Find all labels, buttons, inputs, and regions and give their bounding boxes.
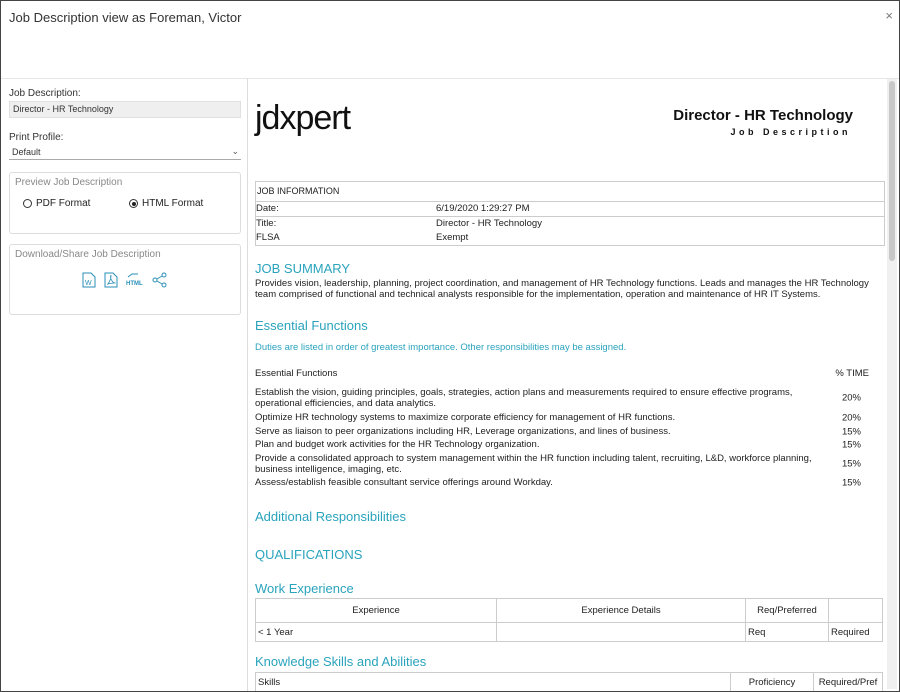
essential-functions-note: Duties are listed in order of greatest importance. Other responsibilities may be assigned. [255, 342, 627, 353]
col-skills: Skills [256, 673, 731, 692]
function-row [255, 426, 861, 437]
pdf-icon[interactable] [104, 272, 118, 288]
cell-req: Req [746, 623, 829, 642]
info-row-title [256, 217, 884, 231]
work-experience-table [255, 598, 883, 642]
info-key: Date: [256, 203, 279, 214]
function-percent: 15% [841, 439, 861, 450]
print-profile-label: Print Profile: [9, 132, 64, 143]
qualifications-heading: QUALIFICATIONS [255, 547, 363, 562]
document-scrollbar[interactable] [887, 79, 897, 689]
function-row [255, 439, 861, 450]
download-group [9, 244, 241, 315]
function-row [255, 477, 861, 488]
radio-unchecked-icon [23, 199, 32, 208]
info-value: Exempt [436, 232, 469, 243]
logo-text: jdxpert [255, 99, 351, 137]
info-row-date [256, 202, 884, 217]
table-header-row [256, 599, 883, 623]
job-description-label: Job Description: [9, 88, 81, 99]
function-text: Establish the vision, guiding principles, goals, strategies, action plans and measurements required to ensure effective programs, operational efficiencies, and data analytics. [255, 387, 793, 409]
function-row [255, 412, 861, 423]
scrollbar-thumb[interactable] [889, 81, 895, 261]
job-summary-text: Provides vision, leadership, planning, project coordination, and management of HR Technology functions. Leads and manages the HR Technology team comprised of functional and technical analysts responsible for the implementation, operation and maintenance of HR IT Systems. [255, 278, 869, 300]
essential-functions-header [255, 368, 869, 379]
job-summary-heading: JOB SUMMARY [255, 261, 351, 276]
left-panel [9, 88, 241, 315]
job-description-field: Director - HR Technology [9, 101, 241, 118]
job-title-heading: Director - HR Technology [673, 107, 853, 124]
cell-details [497, 623, 746, 642]
function-text: Plan and budget work activities for the HR Technology organization. [255, 439, 540, 450]
col-experience: Experience [256, 599, 497, 623]
word-doc-icon[interactable] [82, 272, 96, 288]
info-key: FLSA [256, 232, 280, 243]
cell-required: Required [829, 623, 883, 642]
col-blank [829, 599, 883, 623]
table-row [256, 623, 883, 642]
chevron-down-icon: ⌄ [231, 146, 239, 156]
print-profile-select[interactable] [9, 145, 241, 160]
function-text: Optimize HR technology systems to maximize corporate efficiency for management of HR functions. [255, 412, 676, 423]
function-text: Provide a consolidated approach to system management within the HR function including talent, recruiting, L&D, workforce planning, business intelligence, imaging, etc. [255, 453, 812, 475]
function-percent: 15% [841, 426, 861, 437]
work-experience-heading: Work Experience [255, 581, 354, 596]
function-row [255, 453, 861, 475]
radio-checked-icon [129, 199, 138, 208]
function-percent: 20% [841, 392, 861, 404]
info-row-flsa [256, 231, 884, 245]
html-icon[interactable] [126, 272, 144, 288]
additional-responsibilities-heading: Additional Responsibilities [255, 509, 407, 524]
pdf-format-label: PDF Format [36, 198, 91, 209]
ef-col-functions: Essential Functions [255, 368, 338, 379]
dialog-title: Job Description view as Foreman, Victor [9, 10, 242, 25]
print-profile-value: Default [12, 147, 41, 157]
html-format-radio[interactable] [129, 198, 235, 209]
function-row [255, 387, 861, 409]
job-information-table [255, 181, 885, 246]
header-divider [1, 78, 899, 79]
job-description-subheading: Job Description [730, 127, 851, 137]
jdxpert-logo [255, 99, 350, 138]
close-icon[interactable]: × [885, 8, 893, 23]
essential-functions-heading: Essential Functions [255, 318, 368, 333]
ksa-heading: Knowledge Skills and Abilities [255, 654, 427, 669]
ksa-table [255, 672, 883, 692]
info-value: 6/19/2020 1:29:27 PM [436, 203, 530, 214]
col-req-preferred: Req/Preferred [746, 599, 829, 623]
svg-text:W: W [85, 280, 92, 287]
function-percent: 15% [841, 477, 861, 488]
function-text: Serve as liaison to peer organizations including HR, Leverage organizations, and lines of business. [255, 426, 671, 437]
svg-text:HTML: HTML [126, 281, 143, 287]
download-group-title: Download/Share Job Description [15, 249, 161, 260]
col-proficiency: Proficiency [731, 673, 814, 692]
table-header-row [256, 673, 883, 692]
panel-divider [247, 78, 248, 692]
job-information-header: JOB INFORMATION [256, 182, 884, 202]
ef-col-time: % TIME [835, 368, 869, 379]
function-percent: 20% [841, 412, 861, 423]
pdf-format-radio[interactable] [23, 198, 129, 209]
info-value: Director - HR Technology [436, 218, 542, 229]
preview-group-title: Preview Job Description [15, 177, 123, 188]
preview-group [9, 172, 241, 234]
cell-experience: < 1 Year [256, 623, 497, 642]
col-required-pref: Required/Pref [814, 673, 883, 692]
col-experience-details: Experience Details [497, 599, 746, 623]
html-format-label: HTML Format [142, 198, 204, 209]
info-key: Title: [256, 218, 277, 229]
share-icon[interactable] [152, 272, 168, 288]
function-percent: 15% [841, 458, 861, 470]
function-text: Assess/establish feasible consultant service offerings around Workday. [255, 477, 553, 488]
